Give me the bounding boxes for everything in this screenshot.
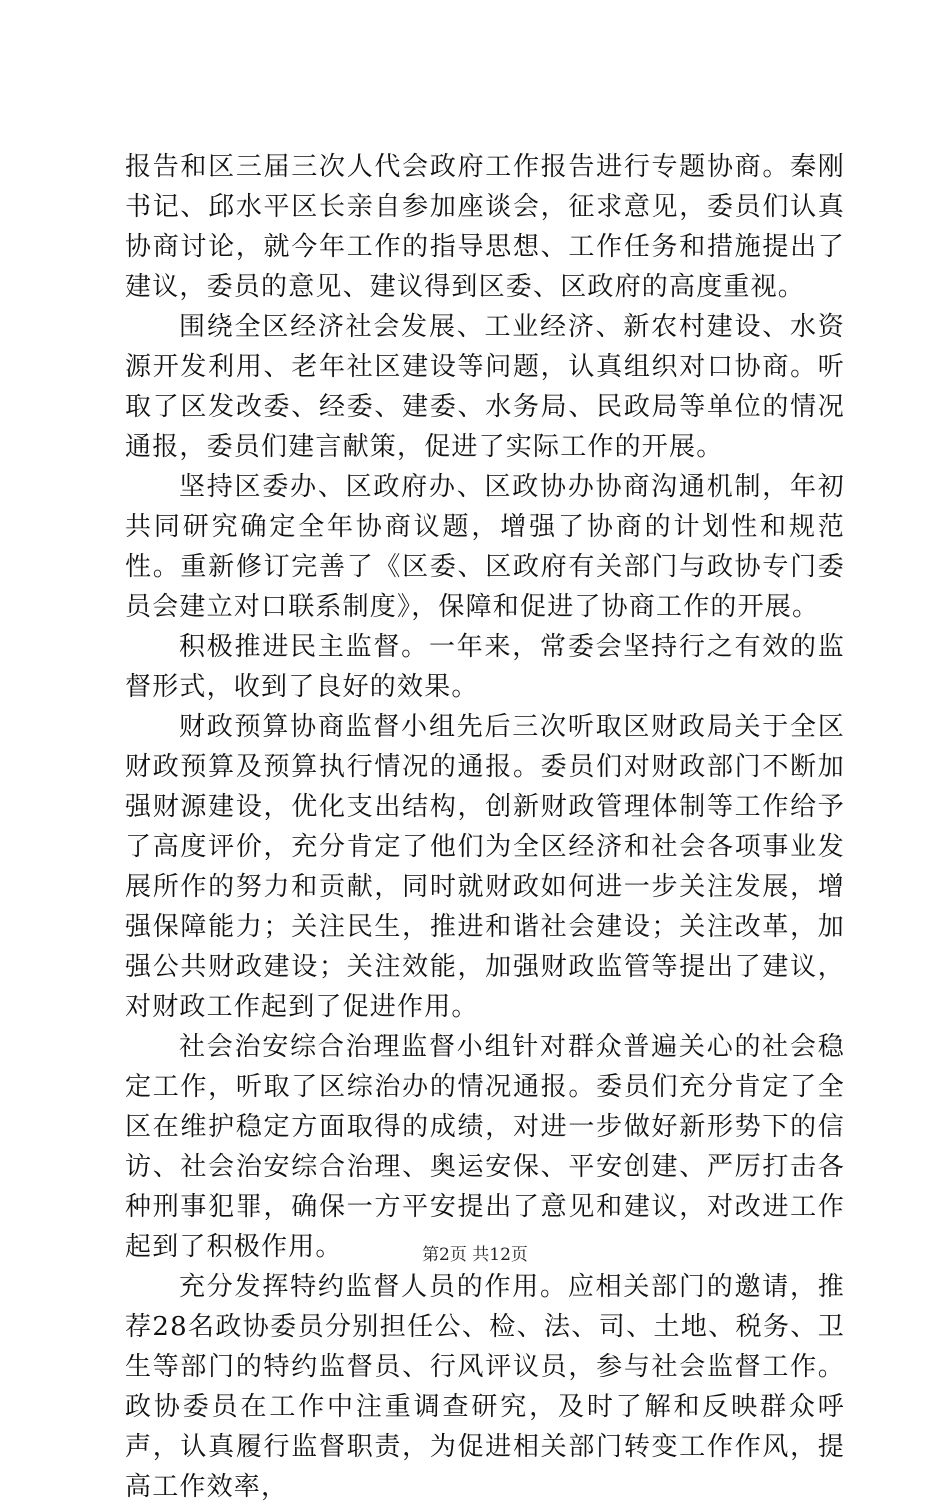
paragraph-5: 财政预算协商监督小组先后三次听取区财政局关于全区财政预算及预算执行情况的通报。委员们对财政部门不断加强财源建设，优化支出结构，创新财政管理体制等工作给予了高度评价，充分肯定了他们为全区经济和社会各项事业发展所作的努力和贡献，同时就财政如何进一步关注发展，增强保障能力；关注民生，推进和谐社会建设；关注改革，加强公共财政建设；关注效能，加强财政监管等提出了建议，对财政工作起到了促进作用。 [125,712,845,1022]
paragraph-2: 围绕全区经济社会发展、工业经济、新农村建设、水资源开发利用、老年社区建设等问题，认真组织对口协商。听取了区发改委、经委、建委、水务局、民政局等单位的情况通报，委员们建言献策，促进了实际工作的开展。 [125,312,845,462]
page-number-footer: 第2页 共12页 [422,1245,528,1265]
paragraph-6: 社会治安综合治理监督小组针对群众普遍关心的社会稳定工作，听取了区综治办的情况通报。委员们充分肯定了全区在维护稳定方面取得的成绩，对进一步做好新形势下的信访、社会治安综合治理、奥运安保、平安创建、严厉打击各种刑事犯罪，确保一方平安提出了意见和建议，对改进工作起到了积极作用。 [125,1032,845,1262]
paragraph-4: 积极推进民主监督。一年来，常委会坚持行之有效的监督形式，收到了良好的效果。 [125,632,845,702]
document-body [125,147,845,1507]
paragraph-3: 坚持区委办、区政府办、区政协办协商沟通机制，年初共同研究确定全年协商议题，增强了协商的计划性和规范性。重新修订完善了《区委、区政府有关部门与政协专门委员会建立对口联系制度》，保障和促进了协商工作的开展。 [125,472,845,622]
paragraph-7: 充分发挥特约监督人员的作用。应相关部门的邀请，推荐28名政协委员分别担任公、检、法、司、土地、税务、卫生等部门的特约监督员、行风评议员，参与社会监督工作。政协委员在工作中注重调查研究，及时了解和反映群众呼声，认真履行监督职责，为促进相关部门转变工作作风，提高工作效率， [125,1272,845,1502]
paragraph-1: 报告和区三届三次人代会政府工作报告进行专题协商。秦刚书记、邱水平区长亲自参加座谈会，征求意见，委员们认真协商讨论，就今年工作的指导思想、工作任务和措施提出了建议，委员的意见、建议得到区委、区政府的高度重视。 [125,152,845,302]
